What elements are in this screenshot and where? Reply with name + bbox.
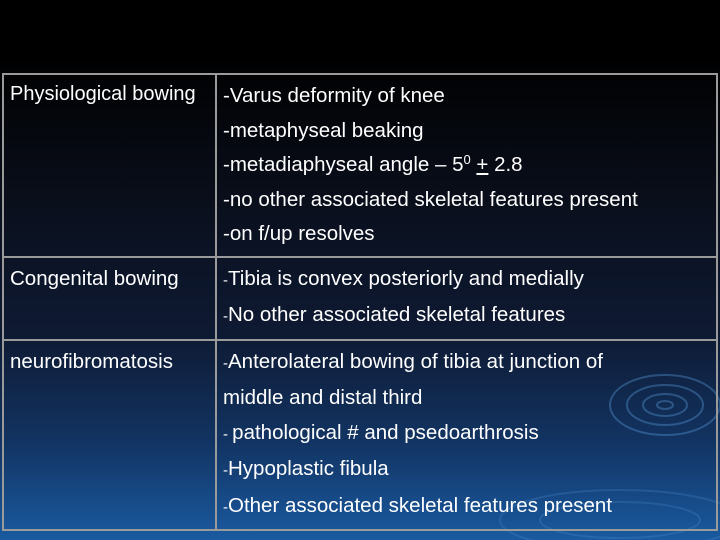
- row-description-physiological: [216, 74, 717, 257]
- bullet-dash: -: [223, 308, 228, 325]
- line-text: Anterolateral bowing of tibia at junction of: [228, 349, 603, 373]
- angle-prefix: -metadiaphyseal angle – 5: [223, 153, 464, 176]
- line-text: Tibia is convex posteriorly and medially: [228, 266, 584, 290]
- description-line: [223, 298, 712, 335]
- line-text: pathological # and psedoarthrosis: [232, 420, 539, 444]
- row-label-congenital: Congenital bowing: [3, 257, 216, 340]
- table-row: [3, 340, 717, 531]
- description-line: [223, 345, 712, 382]
- description-line-angle: [223, 148, 712, 183]
- bowing-comparison-table: [2, 73, 718, 531]
- bullet-dash: -: [223, 354, 228, 372]
- description-line: -metaphyseal beaking: [223, 118, 424, 142]
- line-text: Other associated skeletal features present: [228, 493, 613, 517]
- description-line: [223, 416, 712, 453]
- description-line: middle and distal third: [223, 386, 423, 409]
- row-label-physiological: Physiological bowing: [3, 74, 216, 257]
- bullet-dash: -: [223, 462, 228, 479]
- description-line: -on f/up resolves: [223, 222, 375, 245]
- description-line: -no other associated skeletal features present: [223, 187, 638, 211]
- description-line: [223, 452, 712, 489]
- table-row: [3, 74, 717, 257]
- bullet-dash: -: [223, 498, 228, 516]
- table-row: [3, 257, 717, 340]
- bullet-dash: -: [223, 271, 228, 289]
- line-text: Hypoplastic fibula: [228, 457, 389, 480]
- description-line: [223, 489, 712, 526]
- degree-superscript: 0: [463, 152, 471, 167]
- row-description-neurofibromatosis: [216, 340, 717, 531]
- description-line: -Varus deformity of knee: [223, 84, 445, 107]
- line-text: No other associated skeletal features: [228, 303, 566, 326]
- angle-suffix: 2.8: [488, 153, 523, 176]
- plus-minus-sign: +: [476, 153, 489, 176]
- row-label-neurofibromatosis: neurofibromatosis: [3, 340, 216, 531]
- description-line: [223, 262, 712, 299]
- row-description-congenital: [216, 257, 717, 340]
- bullet-dash: -: [223, 425, 233, 443]
